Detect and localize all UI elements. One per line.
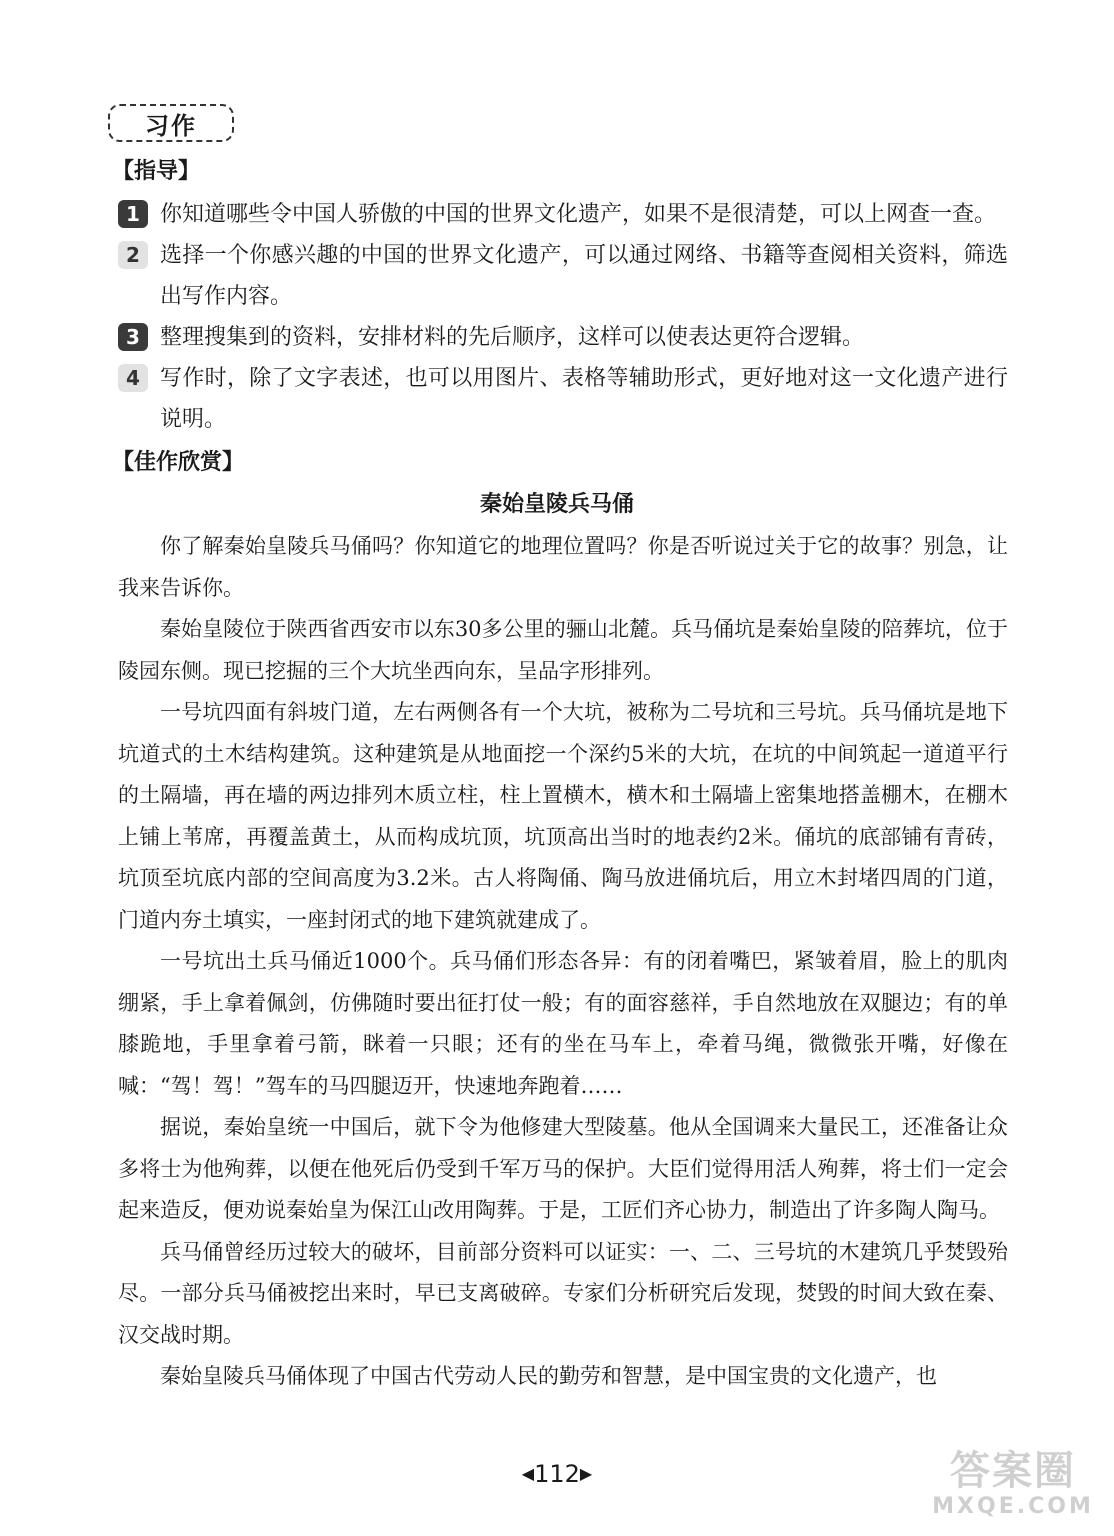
guidance-item [118,194,1008,235]
guidance-heading: 【指导】 [112,159,201,184]
guidance-item-text: 写作时，除了文字表述，也可以用图片、表格等辅助形式，更好地对这一文化遗产进行说明。 [160,366,1008,432]
guidance-item-text: 选择一个你感兴趣的中国的世界文化遗产，可以通过网络、书籍等查阅相关资料，筛选出写作内容。 [160,243,1008,309]
guidance-item-text: 你知道哪些令中国人骄傲的中国的世界文化遗产，如果不是很清楚，可以上网查一查。 [160,202,997,227]
essay-paragraph: 兵马俑曾经历过较大的破坏，目前部分资料可以证实：一、二、三号坑的木建筑几乎焚毁殆尽。一部分兵马俑被挖出来时，早已支离破碎。专家们分析研究后发现，焚毁的时间大致在秦、汉交战时期。 [118,1239,1008,1347]
arrow-right-icon: ▶ [579,1464,593,1483]
watermark-logo [928,1448,1098,1528]
guidance-list [118,194,1008,440]
number-badge: 3 [118,323,148,351]
number-badge: 2 [118,241,148,269]
essay-paragraph: 秦始皇陵兵马俑体现了中国古代劳动人民的勤劳和智慧，是中国宝贵的文化遗产，也 [160,1364,937,1388]
essay-paragraph: 据说，秦始皇统一中国后，就下令为他修建大型陵墓。他从全国调来大量民工，还准备让众多将士为他殉葬，以便在他死后仍受到千军万马的保护。大臣们觉得用活人殉葬，将士们一定会起来造反，便劝说秦始皇为保江山改用陶葬。于是，工匠们齐心协力，制造出了许多陶人陶马。 [118,1115,1008,1222]
essay-body [118,526,1008,1398]
number-badge: 1 [118,200,148,228]
watermark-text: 答案圈 [950,1448,1076,1494]
essay-paragraph: 秦始皇陵位于陕西省西安市以东30多公里的骊山北麓。兵马俑坑是秦始皇陵的陪葬坑，位于陵园东侧。现已挖掘的三个大坑坐西向东，呈品字形排列。 [118,617,1008,683]
page-number-value: 112 [534,1460,580,1488]
section-label-tag: 习作 [108,104,234,142]
watermark-url: MXQE.COM [932,1494,1094,1519]
guidance-item [118,317,1008,358]
essay-paragraph: 一号坑出土兵马俑近1000个。兵马俑们形态各异：有的闭着嘴巴，紧皱着眉，脸上的肌肉绷紧，手上拿着佩剑，仿佛随时要出征打仗一般；有的面容慈祥，手自然地放在双腿边；有的单膝跪地，手里拿着弓箭，眯着一只眼；还有的坐在马车上，牵着马绳，微微张开嘴，好像在喊：“驾！驾！”驾车的马四腿迈开，快速地奔跑着…… [118,949,1008,1098]
essay-paragraph: 一号坑四面有斜坡门道，左右两侧各有一个大坑，被称为二号坑和三号坑。兵马俑坑是地下坑道式的土木结构建筑。这种建筑是从地面挖一个深约5米的大坑，在坑的中间筑起一道道平行的土隔墙，再在墙的两边排列木质立柱，柱上置横木，横木和土隔墙上密集地搭盖棚木，在棚木上铺上苇席，再覆盖黄土，从而构成坑顶，坑顶高出当时的地表约2米。俑坑的底部铺有青砖，坑顶至坑底内部的空间高度为3.2米。古人将陶俑、陶马放进俑坑后，用立木封堵四周的门道，门道内夯土填实，一座封闭式的地下建筑就建成了。 [118,700,1008,932]
appreciation-heading: 【佳作欣赏】 [112,450,245,475]
arrow-left-icon: ◀ [521,1464,535,1483]
essay-title: 秦始皇陵兵马俑 [479,492,634,517]
guidance-item-text: 整理搜集到的资料，安排材料的先后顺序，这样可以使表达更符合逻辑。 [160,325,865,350]
number-badge: 4 [118,364,148,392]
guidance-item [118,235,1008,317]
guidance-item [118,358,1008,440]
essay-paragraph: 你了解秦始皇陵兵马俑吗？你知道它的地理位置吗？你是否听说过关于它的故事？别急，让我来告诉你。 [118,534,1008,600]
